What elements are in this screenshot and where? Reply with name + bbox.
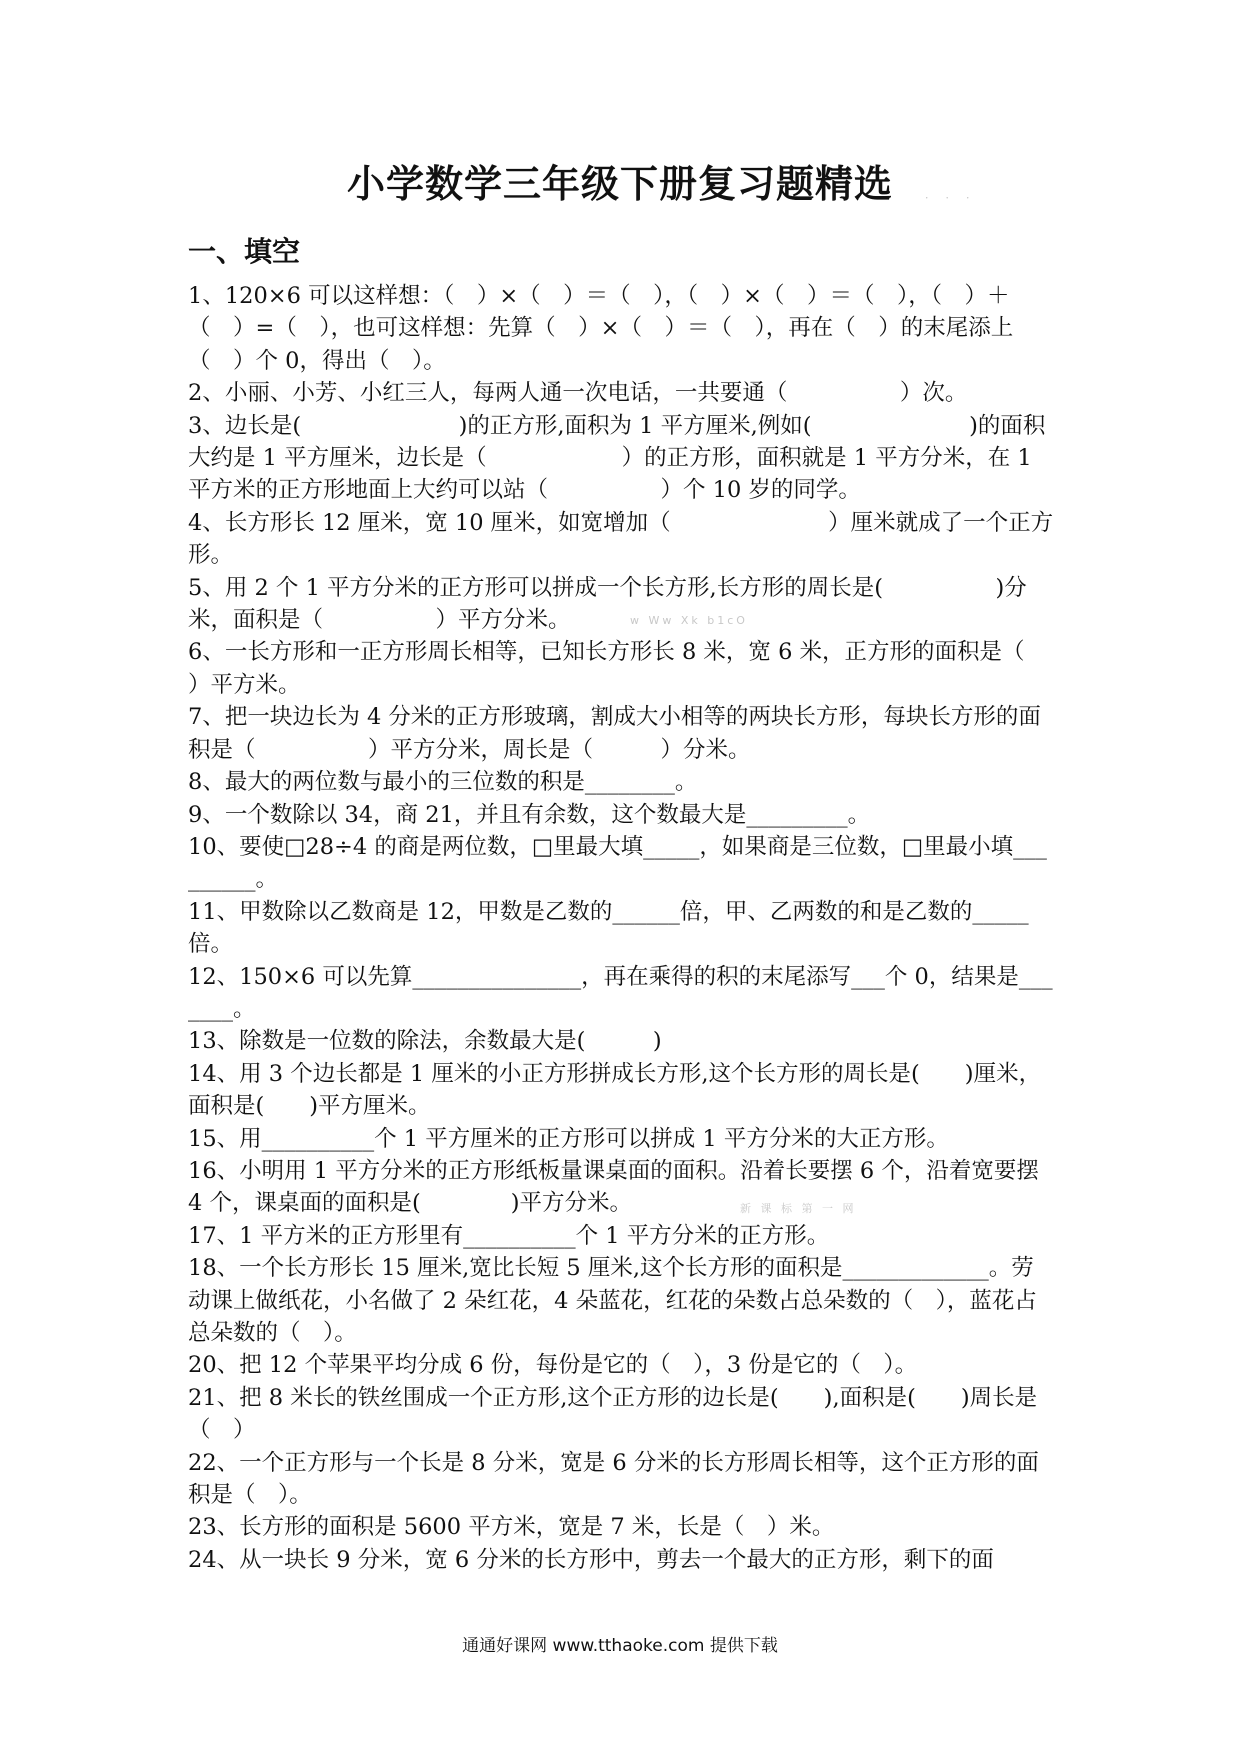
question-3: 3、边长是( )的正方形,面积为 1 平方厘米,例如( )的面积大约是 1 平方厘米，边长是（ ）的正方形，面积就是 1 平方分米，在 1 平方米的正方形地面上大约可以站（ ）个 10 岁的同学。 <box>188 412 1046 504</box>
question-9: 9、一个数除以 34，商 21，并且有余数，这个数最大是_________。 <box>188 801 871 828</box>
question-13: 13、除数是一位数的除法，余数最大是( ) <box>188 1028 662 1055</box>
question-5: 5、用 2 个 1 平方分米的正方形可以拼成一个长方形,长方形的周长是( )分米，面积是（ ）平方分米。 <box>188 574 1027 634</box>
question-14: 14、用 3 个边长都是 1 厘米的小正方形拼成长方形,这个长方形的周长是( )厘米，面积是( )平方厘米。 <box>188 1060 1042 1120</box>
question-list <box>188 280 1138 1576</box>
question-17: 17、1 平方米的正方形里有__________个 1 平方分米的正方形。 <box>188 1222 830 1249</box>
section-heading: 一、填空 <box>188 235 301 268</box>
question-4: 4、长方形长 12 厘米，宽 10 厘米，如宽增加（ ）厘米就成了一个正方形。 <box>188 509 1054 569</box>
watermark-xinkebiao: 新 课 标 第 一 网 <box>740 1202 857 1215</box>
question-8: 8、最大的两位数与最小的三位数的积是________。 <box>188 769 698 796</box>
question-12: 12、150×6 可以先算_______________，再在乘得的积的末尾添写___个 0，结果是_______。 <box>188 963 1053 1022</box>
question-11: 11、甲数除以乙数商是 12，甲数是乙数的______倍，甲、乙两数的和是乙数的_____倍。 <box>188 898 1029 958</box>
question-6: 6、一长方形和一正方形周长相等，已知长方形长 8 米，宽 6 米，正方形的面积是（ ）平方米。 <box>188 639 1138 698</box>
question-10: 10、要使□28÷4 的商是两位数，□里最大填_____，如果商是三位数，□里最小填_________。 <box>188 833 1047 893</box>
question-24: 24、从一块长 9 分米，宽 6 分米的长方形中，剪去一个最大的正方形，剩下的面 <box>188 1546 994 1573</box>
watermark-wwxk: w Ww Xk b1cO <box>630 614 748 627</box>
question-1: 1、120×6 可以这样想：（ ）×（ ）＝（ ），（ ）×（ ）＝（ ），（ ）＋（ ）=（ ），也可这样想：先算（ ）×（ ）＝（ ），再在（ ）的末尾添上（ ）个 0，得出（ ）。 <box>188 283 1014 374</box>
question-2: 2、小丽、小芳、小红三人，每两人通一次电话，一共要通（ ）次。 <box>188 380 968 407</box>
document-title: 小学数学三年级下册复习题精选 <box>346 161 893 206</box>
question-16: 16、小明用 1 平方分米的正方形纸板量课桌面的面积。沿着长要摆 6 个，沿着宽要摆 4 个，课桌面的面积是( )平方分米。 <box>188 1157 1047 1217</box>
question-21: 21、把 8 米长的铁丝围成一个正方形,这个正方形的边长是( ),面积是( )周长是（ ） <box>188 1384 1038 1444</box>
footer-source: 通通好课网 www.tthaoke.com 提供下载 <box>462 1636 778 1656</box>
question-20: 20、把 12 个苹果平均分成 6 份，每份是它的（ ），3 份是它的（ ）。 <box>188 1352 918 1379</box>
question-18: 18、一个长方形长 15 厘米,宽比长短 5 厘米,这个长方形的面积是_____________。劳动课上做纸花，小名做了 2 朵红花，4 朵蓝花，红花的朵数占总朵数的（ ），蓝花占总朵数的（ ）。 <box>188 1255 1037 1346</box>
question-22: 22、一个正方形与一个长是 8 分米，宽是 6 分米的长方形周长相等，这个正方形的面积是（ ）。 <box>188 1449 1039 1509</box>
question-23: 23、长方形的面积是 5600 平方米，宽是 7 米，长是（ ）米。 <box>188 1514 835 1541</box>
watermark-dots: ． ． ． <box>925 188 980 201</box>
question-15: 15、用__________个 1 平方厘米的正方形可以拼成 1 平方分米的大正方形。 <box>188 1125 949 1152</box>
question-7: 7、把一块边长为 4 分米的正方形玻璃，割成大小相等的两块长方形，每块长方形的面积是（ ）平方分米，周长是（ ）分米。 <box>188 704 1041 763</box>
